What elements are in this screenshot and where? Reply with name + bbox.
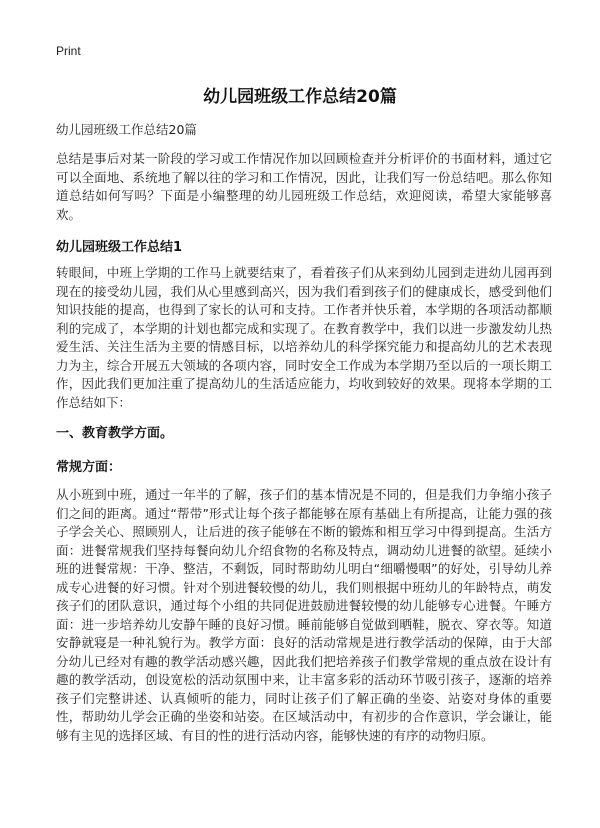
intro-paragraph: 总结是事后对某一阶段的学习或工作情况作加以回顾检查并分析评价的书面材料，通过它可以全面地、系统地了解以往的学习和工作情况，因此，让我们写一份总结吧。那么你知道总结如何写吗？下面是小编整理的幼儿园班级工作总结，欢迎阅读，希望大家能够喜欢。: [56, 151, 552, 222]
routine-paragraph: 从小班到中班，通过一年半的了解，孩子们的基本情况是不同的，但是我们力争缩小孩子们之间的距离。通过“帮带”形式让每个孩子都能够在原有基础上有所提高，让能力强的孩子学会关心、照顾别人，让后进的孩子能够在不断的锻炼和相互学习中得到提高。生活方面：进餐常规我们坚持每餐向幼儿介绍食物的名称及特点，调动幼儿进餐的欲望。延续小班的进餐常规：干净、整洁，不剩饭，同时帮助幼儿明白“细嚼慢咽”的好处，引导幼儿养成专心进餐的好习惯。针对个别进餐较慢的幼儿，我们则根据中班幼儿的年龄特点，萌发孩子们的团队意识，通过每个小组的共同促进鼓励进餐较慢的幼儿能够专心进餐。午睡方面：进一步培养幼儿安静午睡的良好习惯。睡前能够自觉做到晒鞋，脱衣、穿衣等。知道安静就寝是一种礼貌行为。教学方面：良好的活动常规是进行教学活动的保障，由于大部分幼儿已经对有趣的教学活动感兴趣，因此我们把培养孩子们教学常规的重点放在设计有趣的教学活动，创设宽松的活动氛围中来，让丰富多彩的活动环节吸引孩子，逐渐的培养孩子们完整讲述、认真倾听的能力，同时让孩子们了解正确的坐姿、站姿对身体的重要性，帮助幼儿学会正确的坐姿和站姿。在区域活动中，有初步的合作意识，学会谦让，能够有主见的选择区域、有目的性的进行活动内容，能够快速的有序的动物归原。: [56, 487, 552, 743]
document-subtitle: 幼儿园班级工作总结20篇: [56, 122, 197, 137]
section1-paragraph: 转眼间，中班上学期的工作马上就要结束了，看着孩子们从来到幼儿园到走进幼儿园再到现在的接受幼儿园，我们从心里感到高兴，因为我们看到孩子们的健康成长，感受到他们知识技能的提高，也得到了家长的认可和支持。工作者并快乐着，本学期的各项活动都顺利的完成了，本学期的计划也都完成和实现了。在教育教学中，我们以进一步激发幼儿热爱生活、关注生活为主要的情感目标，以培养幼儿的科学探究能力和提高幼儿的艺术表现力为主，综合开展五大领域的各项内容，同时安全工作成为本学期乃至以后的一项长期工作，因此我们更加注重了提高幼儿的生活适应能力，均收到较好的效果。现将本学期的工作总结如下：: [56, 265, 552, 410]
print-link[interactable]: Print: [56, 44, 81, 58]
page-title: 幼儿园班级工作总结20篇: [203, 87, 397, 107]
section1-heading: 幼儿园班级工作总结1: [56, 240, 183, 255]
routine-subheading: 常规方面：: [56, 460, 122, 475]
teaching-subheading: 一、教育教学方面。: [56, 426, 174, 441]
